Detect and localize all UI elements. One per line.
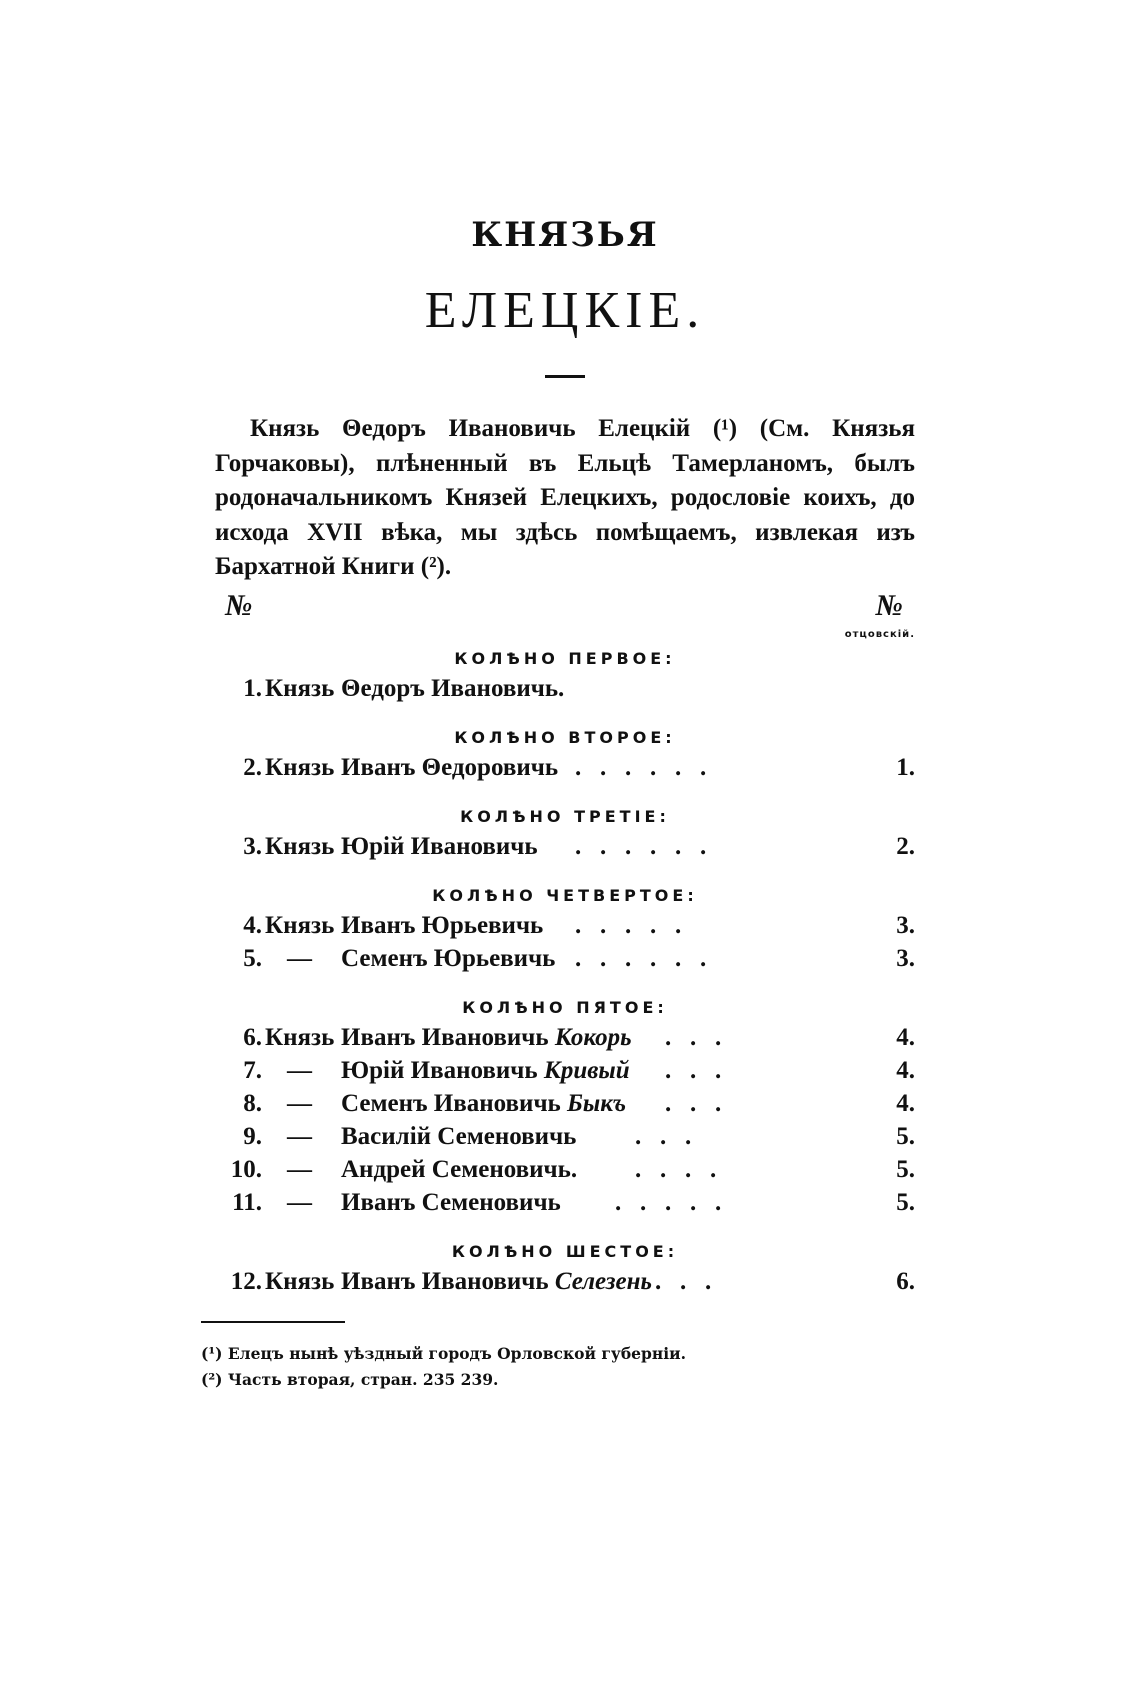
- spacer: [215, 1222, 915, 1238]
- title-small: КНЯЗЬЯ: [471, 215, 659, 255]
- spacer: [215, 978, 915, 994]
- column-header: [215, 589, 915, 649]
- generation-heading: КОЛѢНО ВТОРОЕ:: [454, 727, 676, 747]
- entry-name-text: Семенъ Юрьевичь: [341, 944, 556, 972]
- genealogy-entry: [215, 754, 915, 787]
- genealogy-entry: [215, 912, 915, 945]
- genealogy-entry: [215, 1123, 915, 1156]
- entry-epithet: Быкъ: [567, 1089, 627, 1117]
- entry-father-number: 5.: [896, 1122, 915, 1150]
- genealogy-entry: [215, 1024, 915, 1057]
- entry-name: [341, 1268, 652, 1296]
- entry-name-text: Θедоръ Ивановичь.: [341, 674, 565, 702]
- entry-number: 4.: [243, 911, 262, 939]
- generation-heading: КОЛѢНО ПЯТОЕ:: [462, 997, 668, 1017]
- entry-name-text: Иванъ Ивановичь: [341, 1023, 549, 1051]
- entry-number: 11.: [232, 1188, 262, 1216]
- entry-name: [341, 1156, 577, 1184]
- entry-name: [341, 1090, 626, 1118]
- genealogy-entry: [215, 1090, 915, 1123]
- page: [201, 195, 915, 1393]
- generation-heading: КОЛѢНО ТРЕТІЕ:: [460, 806, 670, 826]
- entry-name: [341, 1024, 632, 1052]
- entry-father-number: 2.: [896, 832, 915, 860]
- entry-father-number: 3.: [896, 944, 915, 972]
- entry-prefix: Князь: [265, 1023, 335, 1051]
- entry-name-text: Семенъ Ивановичь: [341, 1089, 561, 1117]
- entry-name-text: Юрій Ивановичь: [341, 832, 538, 860]
- entry-name-text: Юрій Ивановичь: [341, 1056, 538, 1084]
- entry-leader-dots: . . .: [665, 1056, 722, 1084]
- footnote-2: (²) Часть вторая, стран. 235 239.: [201, 1369, 499, 1389]
- entry-epithet: Кокорь: [554, 1023, 632, 1051]
- entry-leader-dots: . . . . .: [615, 1188, 722, 1216]
- entry-name-text: Василій Семеновичь: [341, 1122, 577, 1150]
- entry-name: [341, 1123, 576, 1151]
- number-symbol-right-caption: отцовскій.: [844, 628, 915, 640]
- entry-number: 9.: [243, 1122, 262, 1150]
- genealogy-entry: [215, 1189, 915, 1222]
- entry-father-number: 4.: [896, 1023, 915, 1051]
- entry-leader-dots: . . .: [635, 1122, 692, 1150]
- generation-heading: КОЛѢНО ЧЕТВЕРТОЕ:: [432, 885, 698, 905]
- number-symbol-left: №: [225, 588, 253, 622]
- footnotes: [201, 1341, 915, 1393]
- entry-name: [341, 912, 543, 940]
- entry-prefix: —: [287, 1188, 312, 1216]
- entry-name: [341, 1057, 630, 1085]
- spacer: [215, 787, 915, 803]
- entry-epithet: Кривый: [543, 1056, 630, 1084]
- entry-father-number: 4.: [896, 1056, 915, 1084]
- entry-number: 5.: [243, 944, 262, 972]
- entry-leader-dots: . . .: [665, 1023, 722, 1051]
- entry-name-text: Иванъ Θедоровичь: [341, 753, 559, 781]
- spacer: [215, 866, 915, 882]
- entry-leader-dots: . . .: [655, 1267, 712, 1295]
- entry-prefix: Князь: [265, 753, 335, 781]
- spacer: [215, 708, 915, 724]
- generation-heading: КОЛѢНО ШЕСТОЕ:: [451, 1241, 679, 1261]
- entry-number: 1.: [243, 674, 262, 702]
- entry-name: [341, 675, 564, 703]
- entry-epithet: Селезень: [554, 1267, 652, 1295]
- genealogy-entry: [215, 1156, 915, 1189]
- title-divider: [545, 375, 585, 378]
- page-title: ЕЛЕЦКІЕ.: [424, 282, 706, 339]
- entry-number: 12.: [230, 1267, 262, 1295]
- entry-leader-dots: . . . . . .: [575, 832, 707, 860]
- entry-leader-dots: . . . . . .: [575, 944, 707, 972]
- entry-leader-dots: . . . . . .: [575, 753, 707, 781]
- intro-paragraph: Князь Θедоръ Ивановичь Елецкій (¹) (См. Князья Горчаковы), плѣненный въ Ельцѣ Тамерланомъ, былъ родоначальникомъ Князей Елецкихъ, родословіе коихъ, до исхода XVII вѣка, мы здѣсь помѣщаемъ, извлекая изъ Бархатной Книги (²).: [215, 415, 915, 580]
- entry-prefix: —: [287, 1155, 312, 1183]
- entry-father-number: 6.: [896, 1267, 915, 1295]
- entry-leader-dots: . . . .: [635, 1155, 717, 1183]
- genealogy-entry: [215, 1268, 915, 1301]
- entry-number: 8.: [243, 1089, 262, 1117]
- entry-prefix: Князь: [265, 832, 335, 860]
- generation-heading: КОЛѢНО ПЕРВОЕ:: [454, 648, 676, 668]
- entry-name: [341, 833, 538, 861]
- entry-name-text: Иванъ Ивановичь: [341, 1267, 549, 1295]
- genealogy-entry: [215, 945, 915, 978]
- entry-father-number: 4.: [896, 1089, 915, 1117]
- entry-father-number: 3.: [896, 911, 915, 939]
- entry-number: 6.: [243, 1023, 262, 1051]
- entry-number: 3.: [243, 832, 262, 860]
- genealogy-entry: [215, 833, 915, 866]
- genealogy-list: [215, 649, 915, 1301]
- entry-father-number: 5.: [896, 1188, 915, 1216]
- entry-prefix: —: [287, 1056, 312, 1084]
- entry-name: [341, 1189, 561, 1217]
- entry-leader-dots: . . . . .: [575, 911, 682, 939]
- entry-number: 7.: [243, 1056, 262, 1084]
- entry-number: 10.: [230, 1155, 262, 1183]
- entry-prefix: —: [287, 1122, 312, 1150]
- entry-father-number: 1.: [896, 753, 915, 781]
- footnote-1: (¹) Елецъ нынѣ уѣздный городъ Орловской губерніи.: [201, 1343, 686, 1363]
- genealogy-entry: [215, 1057, 915, 1090]
- entry-name-text: Иванъ Юрьевичь: [341, 911, 544, 939]
- entry-name-text: Андрей Семеновичь.: [341, 1155, 578, 1183]
- entry-name-text: Иванъ Семеновичь: [341, 1188, 561, 1216]
- entry-prefix: Князь: [265, 1267, 335, 1295]
- entry-name: [341, 945, 555, 973]
- entry-number: 2.: [243, 753, 262, 781]
- footnote-divider: [201, 1321, 345, 1323]
- entry-name: [341, 754, 558, 782]
- entry-leader-dots: . . .: [665, 1089, 722, 1117]
- entry-prefix: Князь: [265, 911, 335, 939]
- entry-father-number: 5.: [896, 1155, 915, 1183]
- entry-prefix: —: [287, 944, 312, 972]
- genealogy-entry: [215, 675, 915, 708]
- number-symbol-right: №: [875, 588, 903, 622]
- entry-prefix: —: [287, 1089, 312, 1117]
- entry-prefix: Князь: [265, 674, 335, 702]
